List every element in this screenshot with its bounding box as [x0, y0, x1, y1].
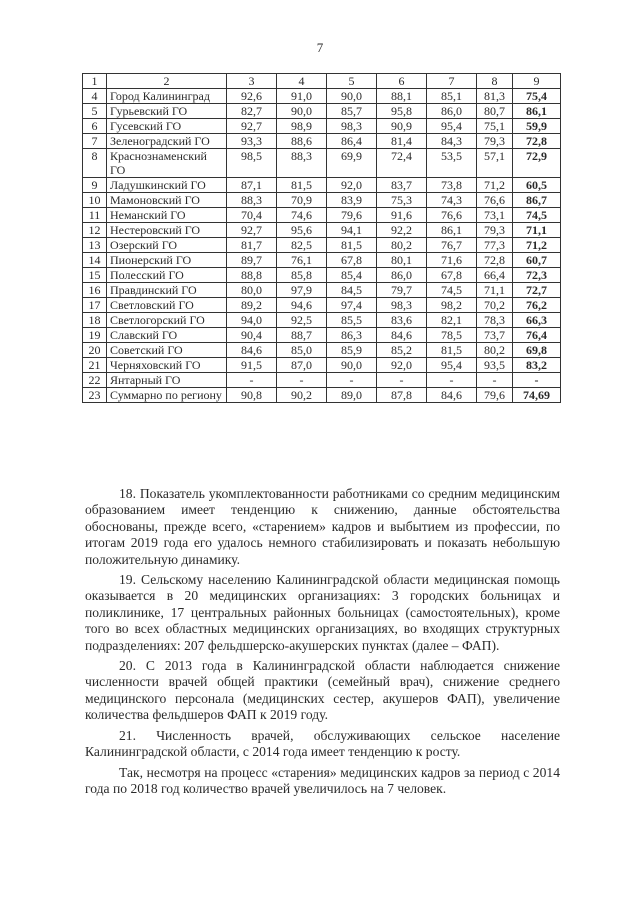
value-cell: 86,3: [327, 328, 377, 343]
district-name: Черняховский ГО: [107, 358, 227, 373]
value-cell: 90,4: [227, 328, 277, 343]
value-cell: 75,3: [377, 193, 427, 208]
value-cell: 85,4: [327, 268, 377, 283]
value-cell: 86,0: [427, 104, 477, 119]
row-number: 20: [83, 343, 107, 358]
value-cell: 86,0: [377, 268, 427, 283]
value-cell: 92,0: [327, 178, 377, 193]
value-cell: 79,6: [327, 208, 377, 223]
value-cell: 98,3: [327, 119, 377, 134]
value-cell: 84,5: [327, 283, 377, 298]
value-cell: 79,3: [477, 134, 513, 149]
row-number: 11: [83, 208, 107, 223]
district-name: Гусевский ГО: [107, 119, 227, 134]
district-name: Светловский ГО: [107, 298, 227, 313]
column-header: 1: [83, 74, 107, 89]
district-name: Полесский ГО: [107, 268, 227, 283]
value-cell: 90,0: [327, 89, 377, 104]
value-cell: 90,2: [277, 388, 327, 403]
table-row: [83, 134, 561, 149]
value-cell: 74,6: [277, 208, 327, 223]
value-cell: 80,7: [477, 104, 513, 119]
value-cell: 86,7: [513, 193, 561, 208]
column-header: 7: [427, 74, 477, 89]
value-cell: 74,5: [427, 283, 477, 298]
value-cell: 81,4: [377, 134, 427, 149]
row-number: 17: [83, 298, 107, 313]
value-cell: 95,4: [427, 358, 477, 373]
value-cell: -: [227, 373, 277, 388]
district-name: Правдинский ГО: [107, 283, 227, 298]
paragraph-18: 18. Показатель укомплектованности работниками со средним медицинским образованием имеет тенденцию к снижению, данные обстоятельства обоснованы, прежде всего, «старением» кадров и выбытием из профессии, по итогам 2019 года его удалось немного стабилизировать и показать небольшую положительную динамику.: [85, 486, 560, 567]
value-cell: 82,5: [277, 238, 327, 253]
value-cell: 85,7: [327, 104, 377, 119]
paragraph-19: 19. Сельскому населению Калининградской области медицинская помощь оказывается в 20 медицинских организациях: 3 городских больницах и поликлинике, 17 центральных районных больницах (самостоятельных), кроме того во всех областных медицинских организациях, во входящих структурных подразделениях: 207 фельдшерско-акушерских пунктах (далее – ФАП).: [85, 572, 560, 653]
value-cell: 72,7: [513, 283, 561, 298]
value-cell: -: [427, 373, 477, 388]
district-name: Озерский ГО: [107, 238, 227, 253]
value-cell: 70,9: [277, 193, 327, 208]
district-name: Советский ГО: [107, 343, 227, 358]
district-name: Янтарный ГО: [107, 373, 227, 388]
value-cell: 92,7: [227, 119, 277, 134]
value-cell: 71,2: [477, 178, 513, 193]
value-cell: -: [277, 373, 327, 388]
row-number: 12: [83, 223, 107, 238]
value-cell: 60,7: [513, 253, 561, 268]
value-cell: 70,2: [477, 298, 513, 313]
district-name: Суммарно по региону: [107, 388, 227, 403]
value-cell: 84,3: [427, 134, 477, 149]
table-row: [83, 104, 561, 119]
value-cell: 85,9: [327, 343, 377, 358]
value-cell: -: [327, 373, 377, 388]
value-cell: 94,0: [227, 313, 277, 328]
value-cell: 92,7: [227, 223, 277, 238]
value-cell: 71,2: [513, 238, 561, 253]
value-cell: 88,7: [277, 328, 327, 343]
district-name: Гурьевский ГО: [107, 104, 227, 119]
value-cell: 93,3: [227, 134, 277, 149]
district-name: Славский ГО: [107, 328, 227, 343]
value-cell: 70,4: [227, 208, 277, 223]
value-cell: 75,1: [477, 119, 513, 134]
value-cell: 73,8: [427, 178, 477, 193]
value-cell: 80,0: [227, 283, 277, 298]
column-header: 3: [227, 74, 277, 89]
value-cell: 97,4: [327, 298, 377, 313]
district-name: Светлогорский ГО: [107, 313, 227, 328]
value-cell: 90,8: [227, 388, 277, 403]
value-cell: 94,6: [277, 298, 327, 313]
table-row: [83, 253, 561, 268]
value-cell: 53,5: [427, 149, 477, 178]
value-cell: 83,2: [513, 358, 561, 373]
value-cell: 92,0: [377, 358, 427, 373]
value-cell: 84,6: [227, 343, 277, 358]
district-name: Мамоновский ГО: [107, 193, 227, 208]
value-cell: 60,5: [513, 178, 561, 193]
value-cell: 85,0: [277, 343, 327, 358]
value-cell: -: [377, 373, 427, 388]
table-row: [83, 388, 561, 403]
table-row: [83, 298, 561, 313]
column-header: 9: [513, 74, 561, 89]
value-cell: 89,0: [327, 388, 377, 403]
table-row: [83, 313, 561, 328]
column-header: 4: [277, 74, 327, 89]
row-number: 7: [83, 134, 107, 149]
value-cell: 98,9: [277, 119, 327, 134]
value-cell: 72,3: [513, 268, 561, 283]
value-cell: 72,9: [513, 149, 561, 178]
value-cell: 80,2: [377, 238, 427, 253]
value-cell: 85,8: [277, 268, 327, 283]
value-cell: 89,2: [227, 298, 277, 313]
paragraph-21: 21. Численность врачей, обслуживающих сельское население Калининградской области, с 2014 года имеет тенденцию к росту.: [85, 727, 560, 760]
value-cell: 88,8: [227, 268, 277, 283]
table-row: [83, 89, 561, 104]
value-cell: 73,7: [477, 328, 513, 343]
district-name: Город Калининград: [107, 89, 227, 104]
value-cell: 88,3: [277, 149, 327, 178]
district-name: Пионерский ГО: [107, 253, 227, 268]
value-cell: 90,0: [327, 358, 377, 373]
value-cell: 76,6: [427, 208, 477, 223]
value-cell: 97,9: [277, 283, 327, 298]
value-cell: 72,4: [377, 149, 427, 178]
value-cell: 81,3: [477, 89, 513, 104]
value-cell: 71,6: [427, 253, 477, 268]
value-cell: 76,1: [277, 253, 327, 268]
value-cell: 74,69: [513, 388, 561, 403]
value-cell: 74,3: [427, 193, 477, 208]
value-cell: 76,2: [513, 298, 561, 313]
table-row: [83, 283, 561, 298]
row-number: 13: [83, 238, 107, 253]
value-cell: 85,5: [327, 313, 377, 328]
value-cell: 92,6: [227, 89, 277, 104]
table-row: [83, 373, 561, 388]
value-cell: 71,1: [513, 223, 561, 238]
value-cell: 76,7: [427, 238, 477, 253]
value-cell: 66,4: [477, 268, 513, 283]
value-cell: 89,7: [227, 253, 277, 268]
value-cell: 69,8: [513, 343, 561, 358]
value-cell: 76,4: [513, 328, 561, 343]
value-cell: 91,0: [277, 89, 327, 104]
value-cell: 72,8: [513, 134, 561, 149]
value-cell: 92,2: [377, 223, 427, 238]
value-cell: 98,2: [427, 298, 477, 313]
row-number: 14: [83, 253, 107, 268]
value-cell: 85,2: [377, 343, 427, 358]
table-row: [83, 149, 561, 178]
value-cell: 78,3: [477, 313, 513, 328]
row-number: 19: [83, 328, 107, 343]
value-cell: 86,1: [513, 104, 561, 119]
table-row: [83, 119, 561, 134]
value-cell: 86,4: [327, 134, 377, 149]
value-cell: 79,6: [477, 388, 513, 403]
value-cell: 78,5: [427, 328, 477, 343]
table-row: [83, 343, 561, 358]
value-cell: 82,1: [427, 313, 477, 328]
value-cell: 75,4: [513, 89, 561, 104]
value-cell: 98,3: [377, 298, 427, 313]
value-cell: 81,5: [327, 238, 377, 253]
row-number: 5: [83, 104, 107, 119]
value-cell: 95,6: [277, 223, 327, 238]
value-cell: 88,3: [227, 193, 277, 208]
row-number: 8: [83, 149, 107, 178]
row-number: 18: [83, 313, 107, 328]
value-cell: 87,1: [227, 178, 277, 193]
column-header: 6: [377, 74, 427, 89]
value-cell: 94,1: [327, 223, 377, 238]
row-number: 21: [83, 358, 107, 373]
value-cell: 79,3: [477, 223, 513, 238]
row-number: 23: [83, 388, 107, 403]
value-cell: 67,8: [427, 268, 477, 283]
value-cell: 76,6: [477, 193, 513, 208]
value-cell: 85,1: [427, 89, 477, 104]
table-row: [83, 223, 561, 238]
value-cell: 83,6: [377, 313, 427, 328]
value-cell: 88,1: [377, 89, 427, 104]
value-cell: -: [477, 373, 513, 388]
value-cell: 93,5: [477, 358, 513, 373]
district-name: Зеленоградский ГО: [107, 134, 227, 149]
row-number: 4: [83, 89, 107, 104]
row-number: 16: [83, 283, 107, 298]
row-number: 9: [83, 178, 107, 193]
value-cell: 87,8: [377, 388, 427, 403]
value-cell: 84,6: [377, 328, 427, 343]
district-name: Ладушкинский ГО: [107, 178, 227, 193]
value-cell: -: [513, 373, 561, 388]
table-row: [83, 238, 561, 253]
value-cell: 90,0: [277, 104, 327, 119]
table-row: [83, 328, 561, 343]
value-cell: 87,0: [277, 358, 327, 373]
value-cell: 91,5: [227, 358, 277, 373]
data-table: [82, 73, 561, 403]
column-header: 8: [477, 74, 513, 89]
value-cell: 71,1: [477, 283, 513, 298]
table-row: [83, 358, 561, 373]
value-cell: 79,7: [377, 283, 427, 298]
value-cell: 95,8: [377, 104, 427, 119]
column-header: 2: [107, 74, 227, 89]
value-cell: 77,3: [477, 238, 513, 253]
row-number: 10: [83, 193, 107, 208]
value-cell: 92,5: [277, 313, 327, 328]
value-cell: 57,1: [477, 149, 513, 178]
table-row: [83, 193, 561, 208]
value-cell: 81,5: [277, 178, 327, 193]
row-number: 15: [83, 268, 107, 283]
value-cell: 80,1: [377, 253, 427, 268]
value-cell: 88,6: [277, 134, 327, 149]
value-cell: 74,5: [513, 208, 561, 223]
row-number: 22: [83, 373, 107, 388]
value-cell: 95,4: [427, 119, 477, 134]
value-cell: 80,2: [477, 343, 513, 358]
value-cell: 90,9: [377, 119, 427, 134]
table-header-row: [83, 74, 561, 89]
value-cell: 86,1: [427, 223, 477, 238]
value-cell: 81,5: [427, 343, 477, 358]
table-row: [83, 268, 561, 283]
page-number: 7: [316, 40, 324, 55]
district-name: Неманский ГО: [107, 208, 227, 223]
value-cell: 84,6: [427, 388, 477, 403]
value-cell: 73,1: [477, 208, 513, 223]
value-cell: 91,6: [377, 208, 427, 223]
table-row: [83, 208, 561, 223]
value-cell: 83,7: [377, 178, 427, 193]
paragraph-conclusion: Так, несмотря на процесс «старения» медицинских кадров за период с 2014 года по 2018 год количество врачей увеличилось на 7 человек.: [85, 764, 560, 796]
value-cell: 98,5: [227, 149, 277, 178]
value-cell: 81,7: [227, 238, 277, 253]
row-number: 6: [83, 119, 107, 134]
paragraph-20: 20. С 2013 года в Калининградской области наблюдается снижение численности врачей общей практики (семейный врач), снижение среднего медицинского персонала (медицинских сестер, акушеров ФАП), увеличение количества фельдшеров ФАП к 2019 году.: [85, 658, 560, 723]
district-name: Краснознаменский ГО: [107, 149, 227, 178]
column-header: 5: [327, 74, 377, 89]
value-cell: 72,8: [477, 253, 513, 268]
value-cell: 67,8: [327, 253, 377, 268]
value-cell: 83,9: [327, 193, 377, 208]
value-cell: 82,7: [227, 104, 277, 119]
table-row: [83, 178, 561, 193]
body-text: [85, 486, 560, 801]
value-cell: 59,9: [513, 119, 561, 134]
value-cell: 66,3: [513, 313, 561, 328]
district-name: Нестеровский ГО: [107, 223, 227, 238]
value-cell: 69,9: [327, 149, 377, 178]
